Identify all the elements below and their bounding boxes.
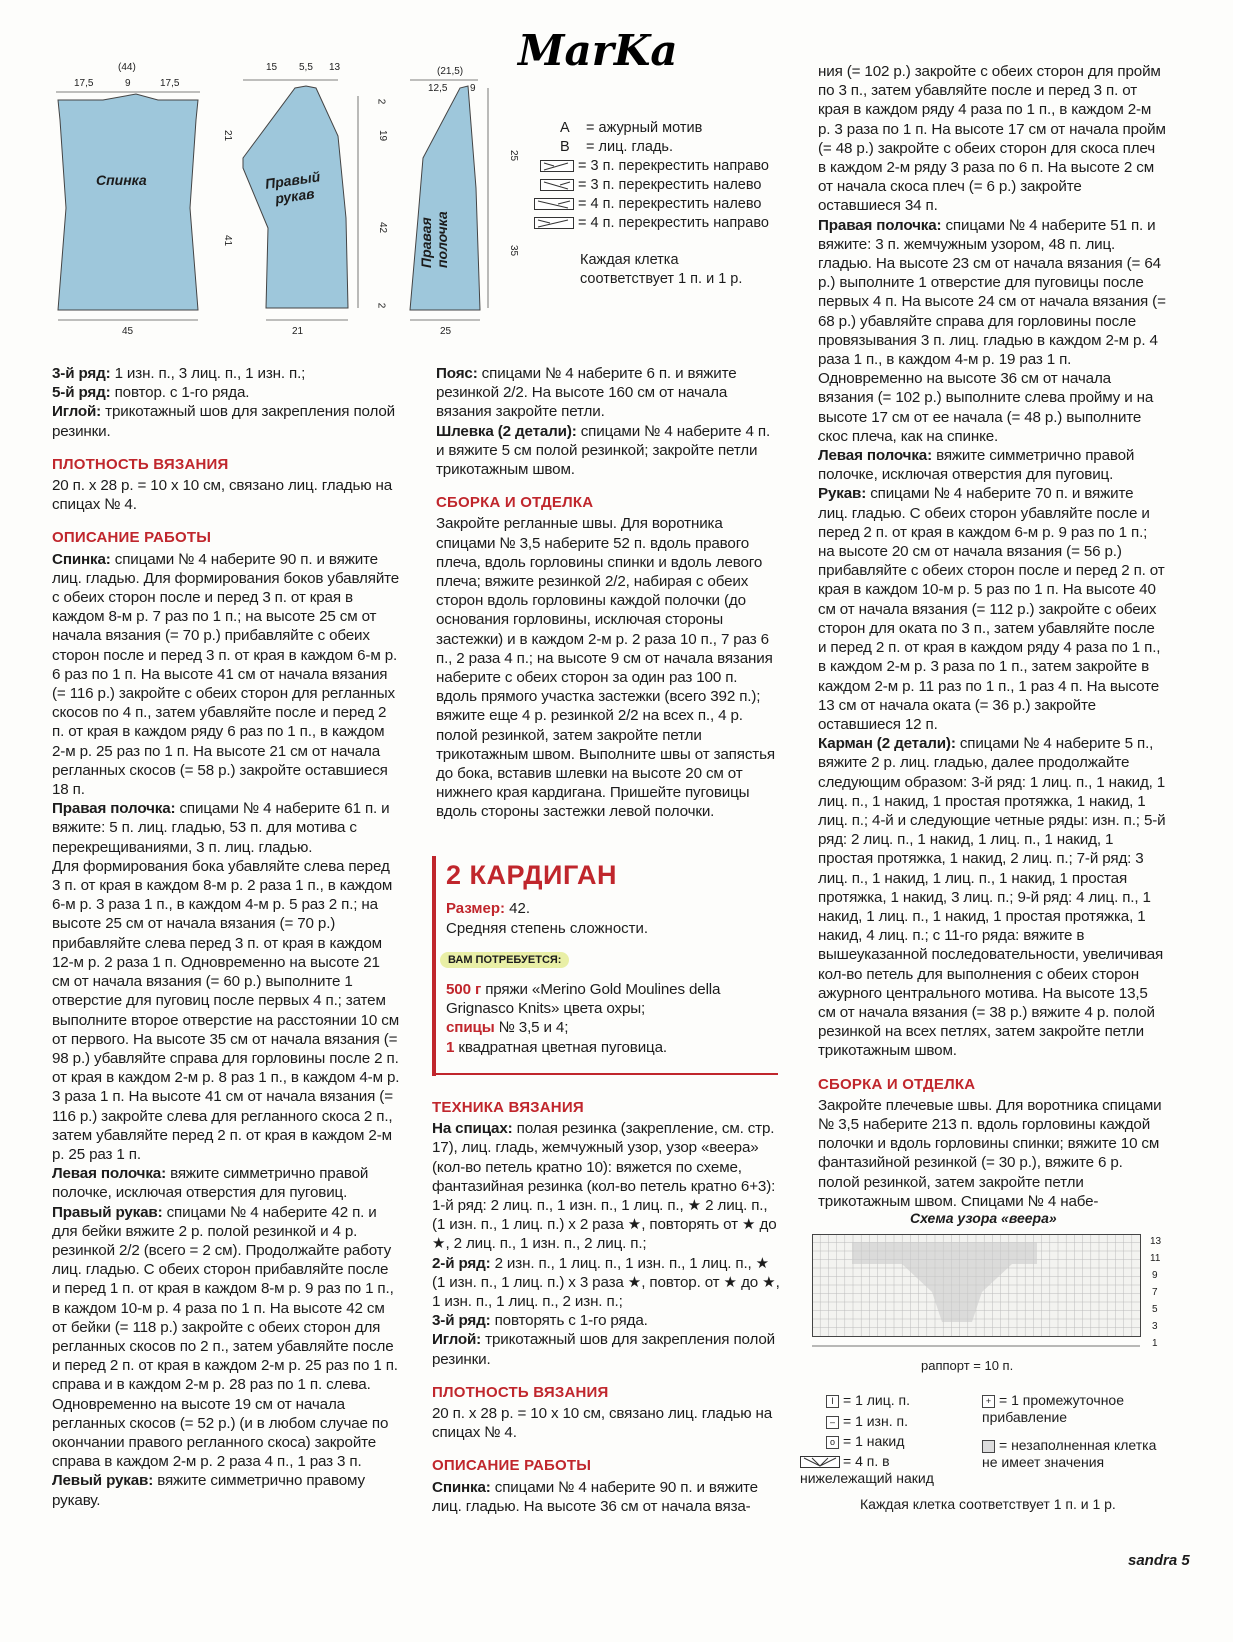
- material-item: [446, 1018, 782, 1037]
- text-para: [818, 62, 1166, 216]
- chart-legend-item: [982, 1437, 1172, 1471]
- para-text: 2 изн. п., 1 лиц. п., 1 изн. п., 1 лиц. п., ★ (1 изн. п., 1 лиц. п.) х 3 раза ★, повтор. от ★ до ★, 1 изн. п., 1 лиц. п., 2 изн. п.;: [432, 1254, 780, 1311]
- row-number: 11: [1150, 1253, 1161, 1264]
- sleeve-right-dim-1: 2: [375, 98, 387, 105]
- repeat-label: раппорт = 10 п.: [918, 1358, 1016, 1373]
- difficulty: Средняя степень сложности.: [446, 920, 649, 937]
- text-para: [436, 364, 782, 422]
- sleeve-right-dim-4: 2: [375, 302, 387, 309]
- purl-icon: –: [826, 1416, 839, 1429]
- para-text: Закройте плечевые швы. Для воротника спицами № 3,5 наберите 213 п. вдоль горловины каждой полочки и вдоль горловины спинки; вяжите 10 см фантазийной резинкой (= 30 р.), вяжите 6 р. полой резинкой, затем закройте петли трикотажным швом. Спицами № 4 набе-: [818, 1096, 1162, 1210]
- para-text: 20 п. х 28 р. = 10 х 10 см, связано лиц. гладью на спицах № 4.: [52, 477, 393, 514]
- text-para: [52, 1471, 400, 1509]
- para-text: Закройте регланные швы. Для воротника спицами № 3,5 наберите 52 п. вдоль правого плеча, вдоль горловины спинки и вдоль левого плеча; вяжите резинкой 2/2, набирая с обеих сторон вдоль горловины каждой полочки (до основания горловины, исключая стороны застежки) и в каждом 2-м р. 2 раза 10 п., 7 раз 6 п., 2 раза 4 п.; на высоте 9 см от начала вязания наберите с обеих сторон за один раз 100 п. вдоль прямого участка застежки (всего 392 п.); вяжите еще 4 р. резинкой 2/2 на всех п., 4 р. полой резинкой, затем закройте петли трикотажным швом. Выполните швы от запястья до бока, вставив шлевки на высоте 20 см от нижнего края кардигана. Пришейте пуговицы вдоль стороны застежки левой полочки.: [436, 515, 775, 821]
- section-heading: СБОРКА И ОТДЕЛКА: [436, 494, 594, 512]
- para-text: 1 изн. п., 3 лиц. п., 1 изн. п.;: [110, 365, 306, 382]
- column-1: [52, 364, 400, 1510]
- section-heading: ПЛОТНОСТЬ ВЯЗАНИЯ: [52, 455, 229, 473]
- para-lead: 2-й ряд:: [432, 1254, 491, 1272]
- section-heading: ОПИСАНИЕ РАБОТЫ: [52, 529, 212, 547]
- chart-legend-text: = незаполненная клетка не имеет значения: [982, 1437, 1157, 1470]
- para-text: вяжите симметрично правому рукаву.: [52, 1472, 365, 1509]
- para-lead: 3-й ряд:: [432, 1312, 491, 1330]
- size-line: [446, 900, 530, 917]
- text-para: [52, 1203, 400, 1472]
- back-top-total: (44): [118, 62, 136, 73]
- para-text: трикотажный шов для закрепления полой резинки.: [432, 1331, 776, 1368]
- column-3: [818, 62, 1166, 1211]
- legend-item: [540, 158, 769, 174]
- sleeve-bottom-dim: 21: [292, 326, 304, 337]
- magazine-name: sandra: [1128, 1552, 1178, 1569]
- front-piece: [410, 86, 480, 310]
- material-text: квадратная цветная пуговица.: [454, 1038, 667, 1056]
- para-text: 20 п. х 28 р. = 10 х 10 см, связано лиц. гладью на спицах № 4.: [432, 1405, 773, 1442]
- chart-legend-text: = 4 п. в нижележащий накид: [800, 1453, 934, 1486]
- para-text: вяжите симметрично правой полочке, исключая отверстия для пуговиц.: [818, 447, 1135, 484]
- para-lead: Карман (2 детали):: [818, 735, 956, 753]
- front-bottom-dim: 25: [440, 326, 452, 337]
- sleeve-label: Правый рукав: [264, 168, 322, 207]
- brand-logo: MarKa: [518, 26, 678, 75]
- front-top-dim-1: 12,5: [428, 83, 448, 94]
- text-para: [432, 1311, 782, 1330]
- para-text: спицами № 4 наберите 90 п. и вяжите лиц. гладью. Для формирования боков убавляйте с обеих сторон после и перед 3 п. от края в каждом 8-м р. 7 раз по 1 п.; на высоте 25 см от начала вязания (= 70 р.) прибавляйте с обеих сторон после и перед 3 п. от края в каждом 6-м р. 6 раз по 1 п. На высоте 41 см от начала вязания (= 116 р.) закройте с обеих сторон для регланных скосов по 4 п., затем убавляйте после и перед 2 п. от края в каждом ряду 6 раз по 1 п., в каждом 2-м р. 25 раз по 1 п. На высоте 21 см от начала регланных скосов (= 58 р.) закройте оставшиеся 18 п.: [52, 550, 400, 799]
- section-divider-bottom: [432, 1073, 778, 1075]
- para-lead: Правая полочка:: [818, 216, 942, 234]
- text-para: [432, 1254, 782, 1312]
- sleeve-top-dim-2: 5,5: [299, 62, 313, 73]
- para-lead: Шлевка (2 детали):: [436, 422, 577, 440]
- text-para: [436, 422, 782, 480]
- legend-item: [534, 196, 761, 212]
- para-text: Для формирования бока убавляйте слева перед 3 п. от края в каждом 8-м р. 2 раза 1 п., в каждом 6-м р. 3 раза 1 п., в каждом 4-м р. 5 раз 2 п.; на высоте 25 см от начала вязания (= 70 р.) прибавляйте слева перед 3 п. от края в каждом 12-м р. 2 раза 1 п. Одновременно на высоте 21 см от начала вязания (= 60 р.) выполните 1 отверстие для пуговиц после первых 4 п.; затем выполните второе отверстие на расстоянии 10 см от первого. На высоте 35 см от начала вязания (= 98 р.) убавляйте справа для горловины после 2 п. от края в каждом 2-м р. 8 раз 1 п., в каждом 4-м р. 3 раза 1 п. На высоте 41 см от начала вязания (= 116 р.) закройте слева для регланного скоса 2 п., затем убавляйте перед 2 п. от края в каждом 2-м р. 25 раз 1 п.: [52, 857, 400, 1163]
- para-lead: Спинка:: [432, 1478, 491, 1496]
- column-2-bottom: [432, 1084, 782, 1516]
- page-number: 5: [1181, 1552, 1190, 1569]
- chart-legend-item: [826, 1392, 910, 1408]
- para-lead: Правая полочка:: [52, 800, 176, 818]
- row-number: 1: [1152, 1338, 1158, 1349]
- para-text: спицами № 4 наберите 5 п., вяжите 2 р. лиц. гладью, далее продолжайте следующим образом: 3-й ряд: 1 лиц. п., 1 накид, 1 лиц. п., 1 накид, 1 простая протяжка, 1 накид, 1 лиц. п.; 4-й и следующие четные ряды: изн. п.; 5-й ряд: 2 лиц. п., 1 накид, 1 лиц. п., 1 накид, 1 простая протяжка, 1 накид, 2 лиц. п.; 7-й ряд: 3 лиц. п., 1 накид, 1 лиц. п., 1 накид, 1 простая протяжка, 1 накид, 3 лиц. п.; 9-й ряд: 4 лиц. п., 1 накид, 1 лиц. п., 1 накид, 1 простая протяжка, 1 накид, 4 лиц. п.; с 11-го ряда: вяжите в вышеуказанной последовательности, увеличивая кол-во петель для выполнения с обеих сторон ажурного центрального мотива. На высоте 13,5 см от начала вязания (= 38 р.) вяжите 4 р. полой резинкой на всех петлях, затем закройте петли трикотажным швом.: [818, 735, 1166, 1060]
- material-text: № 3,5 и 4;: [494, 1019, 569, 1037]
- front-right-dim-2: 35: [508, 244, 520, 257]
- chart-note: Каждая клетка соответствует 1 п. и 1 р.: [860, 1496, 1116, 1512]
- cable-left-icon: [540, 179, 574, 191]
- section-heading: ОПИСАНИЕ РАБОТЫ: [432, 1457, 592, 1475]
- size-value: 42.: [505, 900, 531, 917]
- material-text: пряжи «Merino Gold Moulines della Grignasco Knits» цвета охры;: [446, 981, 721, 1018]
- para-lead: Правый рукав:: [52, 1203, 163, 1221]
- text-para: [818, 484, 1166, 734]
- cable-4-left-icon: [534, 198, 574, 210]
- text-para: [818, 216, 1166, 446]
- legend-sym: B: [560, 139, 570, 155]
- materials-list: [446, 980, 782, 1057]
- para-text: спицами № 4 наберите 51 п. и вяжите: 3 п. жемчужным узором, 48 п. лиц. гладью. На высоте 23 см от начала вязания (= 64 р.) выполните 1 отверстие для пуговицы после первых 4 п. На высоте 24 см от начала вязания (= 68 р.) убавляйте справа для горловины после провязывания 3 п. лиц. гладью в каждом 2-м р. 4 раза 1 п., в каждом 4-м р. 19 раз 1 п. Одновременно на высоте 36 см от начала вязания (= 102 р.) выполните слева пройму и на высоте 17 см от ее начала (= 48 р.) выполните скос плеча, как на спинке.: [818, 216, 1166, 445]
- sleeve-top-dim-1: 15: [266, 62, 278, 73]
- row-number: 9: [1152, 1270, 1158, 1281]
- chart-legend-item: [826, 1413, 908, 1429]
- legend-text: = 4 п. перекрестить налево: [578, 196, 762, 212]
- text-para: [52, 383, 400, 402]
- chart-title: Схема узора «веера»: [910, 1210, 1057, 1226]
- back-label: Спинка: [96, 172, 147, 188]
- para-text: трикотажный шов для закрепления полой резинки.: [52, 403, 396, 440]
- chart-legend-item: [982, 1392, 1172, 1426]
- size-label: Размер:: [446, 900, 506, 917]
- text-para: [432, 1330, 782, 1368]
- stitch-chart: [812, 1234, 1142, 1364]
- chart-legend-item: [800, 1453, 960, 1487]
- chart-legend-text: = 1 лиц. п.: [843, 1392, 910, 1408]
- material-item: [446, 1038, 782, 1057]
- row-number: 7: [1152, 1287, 1158, 1298]
- knit-icon: I: [826, 1395, 839, 1408]
- para-lead: Левая полочка:: [52, 1165, 167, 1183]
- para-lead: Левый рукав:: [52, 1472, 154, 1490]
- material-item: [446, 980, 782, 1018]
- sleeve-top-dim-3: 13: [329, 62, 341, 73]
- para-text: вяжите симметрично правой полочке, исключая отверстия для пуговиц.: [52, 1165, 369, 1202]
- section-title: 2 КАРДИГАН: [446, 860, 618, 890]
- material-lead: спицы: [446, 1019, 495, 1037]
- para-text: ния (= 102 р.) закройте с обеих сторон для пройм по 3 п., затем убавляйте после и перед 3 п. от края в каждом ряду 4 раза по 1 п., в каждом 2-м р. 3 раза по 1 п. На высоте 17 см от начала пройм (= 48 р.) закройте с обеих сторон для скоса плеч в каждом 2-м ряду 3 раза по 6 п. На высоте 2 см от начала скоса плеч (= 6 р.) закройте оставшиеся 34 п.: [818, 63, 1166, 215]
- column-2: [436, 364, 782, 822]
- cable-4-right-icon: [534, 217, 574, 229]
- legend-text: = 3 п. перекрестить налево: [578, 177, 762, 193]
- text-para: [818, 1096, 1166, 1211]
- text-para: [818, 446, 1166, 484]
- legend-text: = 4 п. перекрестить направо: [578, 215, 769, 231]
- legend-note-2: соответствует 1 п. и 1 р.: [580, 271, 743, 287]
- chart-legend-item: [826, 1433, 904, 1449]
- para-text: спицами № 4 наберите 42 п. и для бейки вяжите 2 р. полой резинкой и 4 р. резинкой 2/2 (всего = 2 см). Продолжайте работу лиц. гладью. С обеих сторон прибавляйте после и перед 1 п. от края в каждом 8-м р. 9 раз по 1 п., в каждом 10-м р. 4 раза по 1 п. На высоте 42 см от бейки (= 118 р.) закройте с обеих сторон для регланных скосов по 2 п., затем убавляйте после и перед 2 п. от края в каждом 2-м р. 25 раз по 1 п. справа и в каждом 2-м р. 28 раз по 1 п. слева. Одновременно на высоте 19 см от начала регланных скосов (= 52 р.) (и в любом случае по окончании правого регланного скоса) закройте справа в каждом 2-м р. 2 раза 4 п., 1 раз 3 п.: [52, 1203, 398, 1471]
- para-text: полая резинка (закрепление, см. стр. 17), лиц. гладь, жемчужный узор, узор «веера» (кол-во петель кратно 10): вяжется по схеме, фантазийная резинка (кол-во петель кратно 6+3): 1-й ряд: 2 лиц. п., 1 изн. п., 1 лиц. п., ★ 2 лиц. п., (1 изн. п., 1 лиц. п.) х 2 раза ★, повторять от ★ до ★, 2 лиц. п., 1 изн. п., 2 лиц. п.;: [432, 1120, 777, 1253]
- chart-legend-text: = 1 изн. п.: [843, 1413, 908, 1429]
- text-para: [52, 857, 400, 1164]
- text-para: [818, 734, 1166, 1060]
- para-lead: Левая полочка:: [818, 447, 933, 465]
- back-left-dim: 21: [222, 129, 234, 142]
- text-para: [52, 799, 400, 857]
- legend-item: [560, 120, 702, 136]
- sleeve-right-dim-3: 42: [377, 221, 389, 234]
- section-heading: ПЛОТНОСТЬ ВЯЗАНИЯ: [432, 1383, 609, 1401]
- material-lead: 500 г: [446, 981, 482, 998]
- text-para: [52, 476, 400, 514]
- cable-right-icon: [540, 160, 574, 172]
- text-para: [52, 364, 400, 383]
- legend-text: = ажурный мотив: [586, 120, 703, 136]
- chart-legend-text: = 1 накид: [843, 1433, 905, 1449]
- front-label: Правая полочка: [418, 211, 450, 268]
- text-para: [52, 550, 400, 800]
- legend-item: [540, 177, 761, 193]
- empty-cell-icon: [982, 1440, 995, 1453]
- para-lead: 5-й ряд:: [52, 384, 111, 402]
- row-number: 13: [1150, 1236, 1162, 1247]
- legend-item: [534, 215, 769, 231]
- text-para: [432, 1119, 782, 1253]
- para-text: спицами № 4 наберите 4 п. и вяжите 5 см полой резинкой; закройте петли трикотажным швом.: [436, 422, 771, 479]
- para-lead: Иглой:: [432, 1331, 482, 1349]
- text-para: [52, 402, 400, 440]
- back-lower-dim: 41: [222, 234, 234, 247]
- section-heading: СБОРКА И ОТДЕЛКА: [818, 1075, 976, 1093]
- fan-stitch-icon: [800, 1456, 840, 1468]
- para-lead: На спицах:: [432, 1120, 513, 1138]
- para-lead: 3-й ряд:: [52, 365, 111, 382]
- legend-sym: A: [560, 120, 570, 136]
- sleeve-right-dim-2: 19: [377, 129, 389, 142]
- page-footer: [1128, 1552, 1190, 1569]
- para-text: спицами № 4 наберите 90 п. и вяжите лиц. гладью. На высоте 36 см от начала вяза-: [432, 1478, 758, 1515]
- legend-note-1: Каждая клетка: [580, 252, 679, 268]
- material-lead: 1: [446, 1038, 455, 1056]
- para-text: повтор. с 1-го ряда.: [110, 384, 250, 402]
- back-bottom-dim: 45: [122, 326, 134, 337]
- para-lead: Пояс:: [436, 365, 478, 382]
- text-para: [52, 1164, 400, 1202]
- para-text: повторять с 1-го ряда.: [490, 1312, 648, 1330]
- section-heading: ТЕХНИКА ВЯЗАНИЯ: [432, 1099, 584, 1116]
- text-para: [436, 514, 782, 821]
- section-divider: [432, 856, 436, 1076]
- increase-icon: +: [982, 1395, 995, 1408]
- text-para: [432, 1404, 782, 1442]
- row-number: 5: [1152, 1304, 1158, 1315]
- para-text: спицами № 4 наберите 6 п. и вяжите резинкой 2/2. На высоте 160 см от начала вязания закройте петли.: [436, 365, 737, 421]
- back-top-dim-1: 17,5: [74, 78, 94, 89]
- back-top-dim-3: 17,5: [160, 78, 180, 89]
- legend-item: [560, 139, 673, 155]
- chart-legend-text: = 1 промежуточное прибавление: [982, 1392, 1125, 1425]
- text-para: [432, 1478, 782, 1516]
- front-top-dim-2: 9: [470, 83, 476, 94]
- para-text: спицами № 4 наберите 61 п. и вяжите: 5 п. лиц. гладью, 53 п. для мотива с перекрещиваниями, 3 п. лиц. гладью.: [52, 800, 390, 856]
- back-piece: [58, 94, 198, 310]
- legend-text: = лиц. гладь.: [586, 139, 673, 155]
- yarn-over-icon: o: [826, 1436, 839, 1449]
- materials-badge: ВАМ ПОТРЕБУЕТСЯ:: [440, 952, 569, 968]
- para-lead: Рукав:: [818, 485, 867, 503]
- front-right-dim-1: 25: [508, 149, 520, 162]
- para-text: спицами № 4 наберите 70 п. и вяжите лиц. гладью. С обеих сторон убавляйте после и перед 2 п. от края в каждом 6-м р. 9 раз по 1 п.; на высоте 20 см от начала вязания (= 56 р.) прибавляйте с обеих сторон после и перед 2 п. от края в каждом 10-м р. 5 раз по 1 п. На высоте 40 см от начала вязания (= 112 р.) закройте с обеих сторон для оката по 3 п., затем убавляйте после и перед 2 п. от края в каждом ряду 4 раза по 1 п., в каждом 2-м р. 3 раза по 1 п., затем закройте в каждом 2-м р. 11 раз по 1 п., 1 раз 4 п. На высоте 13 см от начала оката (= 36 р.) закройте оставшиеся 12 п.: [818, 485, 1165, 733]
- row-number: 3: [1152, 1321, 1158, 1332]
- back-top-dim-2: 9: [125, 78, 131, 89]
- para-lead: Иглой:: [52, 403, 102, 421]
- legend-text: = 3 п. перекрестить направо: [578, 158, 769, 174]
- front-top-total: (21,5): [437, 66, 464, 77]
- para-lead: Спинка:: [52, 550, 111, 568]
